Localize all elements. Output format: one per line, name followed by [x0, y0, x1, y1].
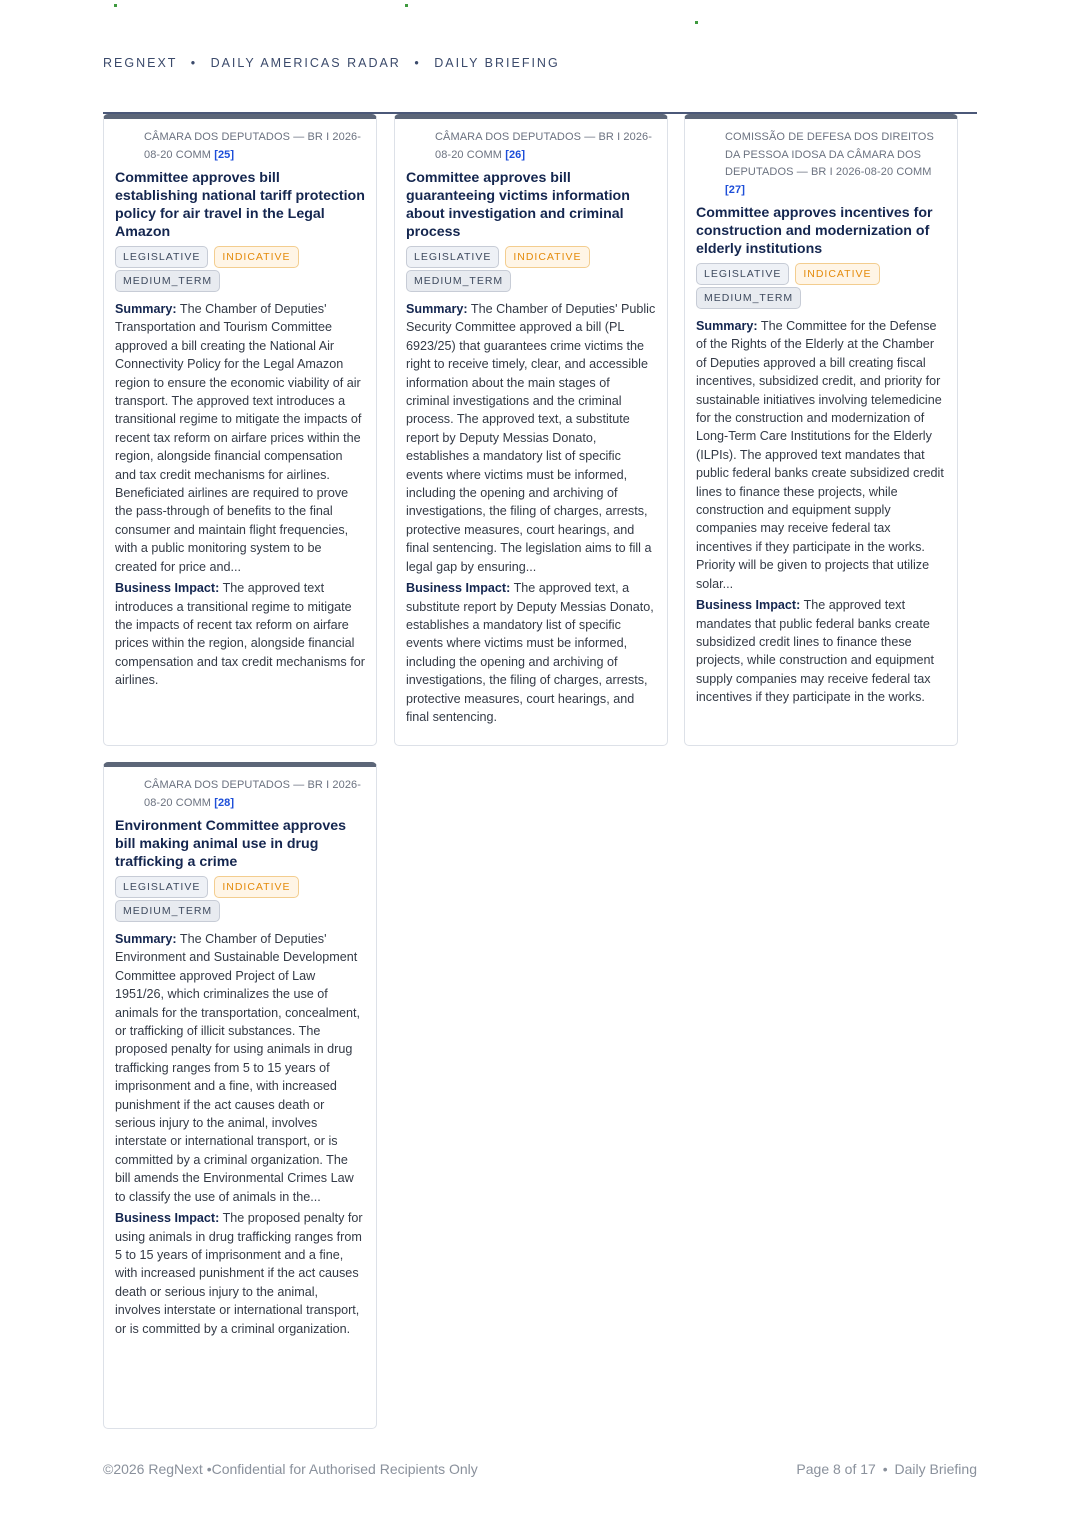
- news-card: [394, 114, 668, 746]
- category-badge: LEGISLATIVE: [406, 246, 499, 268]
- horizon-badge: MEDIUM_TERM: [115, 270, 220, 292]
- summary-paragraph: [115, 930, 365, 1206]
- summary-text: The Chamber of Deputies' Environment and Sustainable Development Committee approved Project of Law 1951/26, which criminalizes the use of animals for the transportation, concealment, or trafficking of illicit substances. The proposed penalty for using animals in drug trafficking ranges from 5 to 15 years of imprisonment and a fine, with increased punishment if the act causes death or serious injury to the animal, involves interstate or international transport, or is committed by a criminal organization. The bill amends the Environmental Crimes Law to classify the use of animals in the...: [115, 932, 361, 1204]
- reference-link[interactable]: [26]: [505, 148, 526, 161]
- doc-label: DAILY BRIEFING: [434, 56, 560, 70]
- impact-text: The approved text mandates that public federal banks create subsidized credit lines to finance these projects, while construction and equipment supply companies may receive federal tax incentives if they participate in the works.: [696, 598, 935, 705]
- impact-label: Business Impact:: [696, 598, 801, 613]
- signal-badge: INDICATIVE: [795, 263, 879, 285]
- speck: [405, 4, 408, 7]
- page-number: Page 8 of 17: [796, 1461, 876, 1477]
- category-badge: LEGISLATIVE: [696, 263, 789, 285]
- card-source: CÂMARA DOS DEPUTADOS — BR I 2026-08-20 COMM: [144, 779, 362, 809]
- impact-label: Business Impact:: [406, 581, 511, 596]
- impact-text: The approved text, a substitute report by Deputy Messias Donato, establishes a mandatory list of specific events where victims must be informed, including the opening and archiving of investigations, the filing of charges, arrests, protective measures, court hearings, and final sentencing.: [406, 581, 654, 724]
- card-meta: [115, 777, 365, 812]
- card-title: Committee approves incentives for construction and modernization of elderly institutions: [696, 205, 933, 257]
- summary-paragraph: [406, 300, 656, 576]
- horizon-badge: MEDIUM_TERM: [406, 270, 511, 292]
- summary-paragraph: [115, 300, 365, 576]
- horizon-badge: MEDIUM_TERM: [115, 900, 220, 922]
- horizon-badge: MEDIUM_TERM: [696, 287, 801, 309]
- summary-text: The Committee for the Defense of the Rights of the Elderly at the Chamber of Deputies approved a bill creating fiscal incentives, subsidized credit, and priority for sustainable initiatives involving telemedicine for the construction and modernization of Long-Term Care Institutions for the Elderly (ILPIs). The approved text mandates that public federal banks create subsidized credit lines to finance these projects, while construction and equipment supply companies may receive federal tax incentives if they participate in the works. Priority will be given to projects that utilize solar...: [696, 319, 944, 591]
- card-title: Committee approves bill establishing national tariff protection policy for air travel in the Legal Amazon: [115, 170, 365, 240]
- impact-label: Business Impact:: [115, 581, 220, 596]
- card-meta: [115, 129, 365, 164]
- card-source: COMISSÃO DE DEFESA DOS DIREITOS DA PESSOA IDOSA DA CÂMARA DOS DEPUTADOS — BR I 2026-08-20 COMM: [725, 131, 934, 178]
- card-meta: [406, 129, 656, 164]
- badge-row: [115, 246, 365, 294]
- signal-badge: INDICATIVE: [505, 246, 589, 268]
- badge-row: [696, 263, 946, 311]
- brand-label: REGNEXT: [103, 56, 178, 70]
- news-card: [684, 114, 958, 746]
- card-source: CÂMARA DOS DEPUTADOS — BR I 2026-08-20 COMM: [144, 131, 362, 161]
- speck: [114, 4, 117, 7]
- card-meta: [696, 129, 946, 199]
- impact-paragraph: [406, 579, 656, 726]
- impact-paragraph: [115, 579, 365, 689]
- page-header: [103, 56, 560, 70]
- reference-link[interactable]: [28]: [214, 796, 235, 809]
- impact-label: Business Impact:: [115, 1211, 220, 1226]
- section-label: DAILY AMERICAS RADAR: [210, 56, 401, 70]
- summary-label: Summary:: [115, 932, 177, 946]
- summary-label: Summary:: [696, 319, 758, 333]
- card-title: Environment Committee approves bill making animal use in drug trafficking a crime: [115, 818, 346, 870]
- reference-link[interactable]: [27]: [725, 183, 745, 196]
- impact-text: The proposed penalty for using animals in drug trafficking ranges from 5 to 15 years of imprisonment and a fine, with increased punishment if the act causes death or serious injury to the animal, involves interstate or international transport, or is committed by a criminal organization.: [115, 1211, 363, 1336]
- card-title: Committee approves bill guaranteeing victims information about investigation and criminal process: [406, 170, 630, 240]
- summary-label: Summary:: [406, 302, 468, 316]
- footer-left: ©2026 RegNext •Confidential for Authorised Recipients Only: [103, 1461, 478, 1477]
- footer-separator: •: [882, 1461, 888, 1477]
- summary-paragraph: [696, 317, 946, 593]
- card-source: CÂMARA DOS DEPUTADOS — BR I 2026-08-20 COMM: [435, 131, 653, 161]
- impact-text: The approved text introduces a transitional regime to mitigate the impacts of recent tax reform on airfare prices within the region, alongside financial compensation and tax credit mechanisms for airlines.: [115, 581, 365, 688]
- speck: [695, 21, 698, 24]
- summary-text: The Chamber of Deputies' Public Security Committee approved a bill (PL 6923/25) that guarantees crime victims the right to receive timely, clear, and accessible information about the main stages of criminal investigations and the criminal process. The approved text, a substitute report by Deputy Messias Donato, establishes a mandatory list of specific events where victims must be informed, including the opening and archiving of investigations, the filing of charges, arrests, protective measures, court hearings, and final sentencing. The legislation aims to fill a legal gap by ensuring...: [406, 302, 656, 574]
- news-card: [103, 114, 377, 746]
- news-card: [103, 762, 377, 1429]
- category-badge: LEGISLATIVE: [115, 246, 208, 268]
- summary-label: Summary:: [115, 302, 177, 316]
- footer-doc-label: Daily Briefing: [894, 1461, 977, 1477]
- category-badge: LEGISLATIVE: [115, 876, 208, 898]
- badge-row: [115, 876, 365, 924]
- impact-paragraph: [115, 1209, 365, 1338]
- header-separator: •: [190, 56, 198, 70]
- signal-badge: INDICATIVE: [214, 246, 298, 268]
- header-separator: •: [414, 56, 421, 70]
- footer-right: [796, 1461, 977, 1477]
- reference-link[interactable]: [25]: [214, 148, 235, 161]
- summary-text: The Chamber of Deputies' Transportation and Tourism Committee approved a bill creating the National Air Connectivity Policy for the Legal Amazon region to ensure the economic viability of air transport. The approved text introduces a transitional regime to mitigate the impacts of recent tax reform on airfare prices within the region, alongside financial compensation and tax credit mechanisms for airlines. Beneficiated airlines are required to prove the pass-through of benefits to the final consumer and maintain flight frequencies, with a public monitoring system to be created for price and...: [115, 302, 362, 574]
- impact-paragraph: [696, 596, 946, 706]
- badge-row: [406, 246, 656, 294]
- signal-badge: INDICATIVE: [214, 876, 298, 898]
